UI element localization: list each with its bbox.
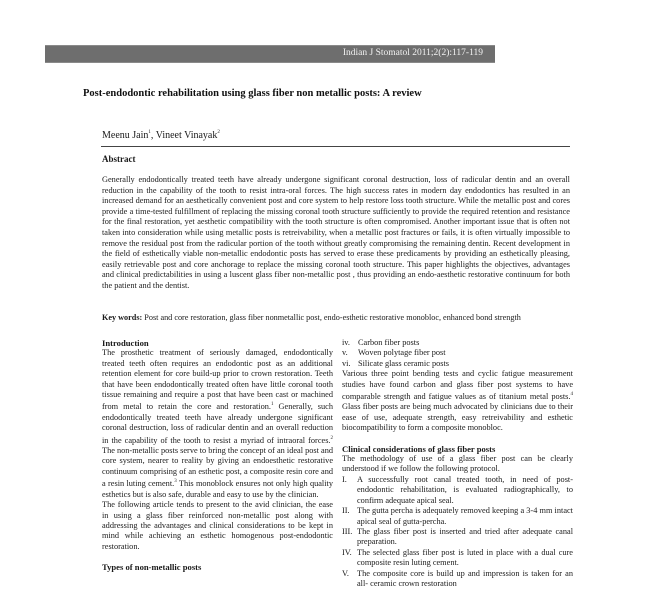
left-column [102,338,333,573]
list-text: Silicate glass ceramic posts [358,358,450,368]
types-heading: Types of non-metallic posts [102,562,202,573]
list-text: The composite core is build up and impression is taken for an all- ceramic crown restoration [357,568,573,588]
abstract-text: Generally endodontically treated teeth have already undergone significant coronal destruction, loss of radicular dentin and an overall reduction in the capability of the tooth to resist intra-oral forces. The high success rates in modern day endodontics has resulted in an increased demand for an aesthetically convenient post and core system to help restore loss tooth structure. While the metallic post and cores provide a time-tested fulfillment of replacing the missing coronal tooth structure sufficiently to provide the required retention and resistance for the final restoration, yet aesthetic compatibility with the tooth structure is often compromised. Another important issue that is often not taken into consideration while using metallic posts is retreivability, when a metallic post fractures or fails, it is often virtually impossible to remove the residual post from the radicular portion of the tooth without greatly compromising the remaining dentin. Recent development in the field of esthetically viable non-metallic endodontic posts has served to erase these predicaments by providing an esthetically pleasing, easily retrievable post and core anchorage to replace the missing coronal tooth structure. This paper highlights the objectives, advantages and clinical predictabilities in using a luscent glass fiber non-metallic post , thus providing an endo-aesthetic restorative continuum for both the patient and the dentist. [102,175,570,290]
journal-reference: Indian J Stomatol 2011;2(2):117-119 [342,48,483,58]
keywords-line [102,313,572,322]
keywords-label: Key words: [102,313,143,322]
introduction-heading: Introduction [102,338,149,348]
author-name: Vineet Vinayak [155,130,218,141]
protocol-step [342,569,573,590]
post-type-item [342,348,573,358]
intro-text: The prosthetic treatment of seriously damaged, endodontically treated teeth often requires an endodontic post as an additional retention element for core build-up prior to crown restoration. Teeth that have been endodontically treated often have little coronal tooth tissue remaining and require a post that have been cast or machined from metal to retain the core and restoration. [102,348,333,412]
protocol-step [342,548,573,569]
list-text: Woven polytage fiber post [358,348,446,358]
list-marker: I. [342,474,347,484]
author-affiliation: 2 [217,130,220,135]
list-text: A successfully root canal treated tooth, in need of post-endodontic rehabilitation, is evaluated radiographically, to confirm adequate apical seal. [357,474,573,505]
list-text: The glass fiber post is inserted and tried after adequate canal preparation. [357,526,573,547]
protocol-step [342,527,573,548]
citation-ref: 1 [271,402,274,408]
author-divider [101,146,570,147]
list-text: The gutta percha is adequately removed keeping a 3-4 mm intact apical seal of gutta-percha. [357,506,573,526]
author-name: Meenu Jain [102,130,149,141]
intro-text: This monoblock ensures not only high quality esthetics but is also safe, durable and easy to use by the clinician. [102,479,333,499]
intro-text: Generally, such endodontically treated teeth have already undergone significant coronal destruction, loss of radicular dentin and an overall reduction in the capability of the tooth to resist a myriad of intraoral forces. [102,402,333,445]
types-text: Glass fiber posts are being much advocated by clinicians due to their ease of use, adequate strength, easy retreivability and esthetic biocompatibility to form a composite monobloc. [342,402,573,433]
list-text: The selected glass fiber post is luted in place with a dual cure composite resin luting cement. [357,547,573,568]
spacer [342,434,573,444]
list-marker: II. [342,506,350,516]
list-marker: III. [342,526,353,536]
list-marker: v. [342,348,348,358]
clinical-considerations-heading: Clinical considerations of glass fiber posts [342,443,496,454]
citation-ref: 4 [570,392,573,398]
right-column [342,338,573,589]
intro-text: The non-metallic posts serve to bring the concept of an ideal post and core system, nearer to reality by giving an endoesthetic restorative continuum comprising of an esthetic post, a composite resin core and a resin luting cement. [102,446,333,489]
types-text: Various three point bending tests and cyclic fatigue measurement studies have found carbon and glass fiber post systems to have comparable strength and fatigue values as of titanium metal posts. [342,369,573,402]
introduction-paragraph-1 [102,348,333,500]
citation-ref: 3 [174,479,177,485]
author-list [102,130,220,141]
article-title: Post-endodontic rehabilitation using glass fiber non metallic posts: A review [83,88,422,99]
list-marker: iv. [342,338,350,347]
post-type-item [342,338,573,348]
post-type-item [342,359,573,369]
keywords-text: Post and core restoration, glass fiber nonmetallic post, endo-esthetic restorative monobloc, enhanced bond strength [144,313,521,322]
list-text: Carbon fiber posts [358,338,420,347]
author-affiliation: 1 [148,130,151,135]
journal-header-bar [45,45,495,63]
list-marker: IV. [342,547,352,557]
list-marker: vi. [342,358,351,368]
spacer [102,552,333,562]
list-marker: V. [342,568,349,578]
protocol-step [342,506,573,527]
protocol-step [342,475,573,506]
clinical-intro: The methodology of use of a glass fiber post can be clearly understood if we follow the following protocol. [342,454,573,474]
introduction-paragraph-2: The following article tends to present to the avid clinician, the ease in using a glass fiber reinforced non-metallic post along with addressing the advantages and clinical considerations to be kept in mind while achieving an esthetic homogenous post-endodontic restoration. [102,500,333,551]
header-bar-fill [45,45,495,63]
citation-ref: 2 [330,435,333,441]
types-paragraph [342,369,573,433]
abstract-heading: Abstract [102,154,136,164]
author-separator: , [150,130,156,141]
